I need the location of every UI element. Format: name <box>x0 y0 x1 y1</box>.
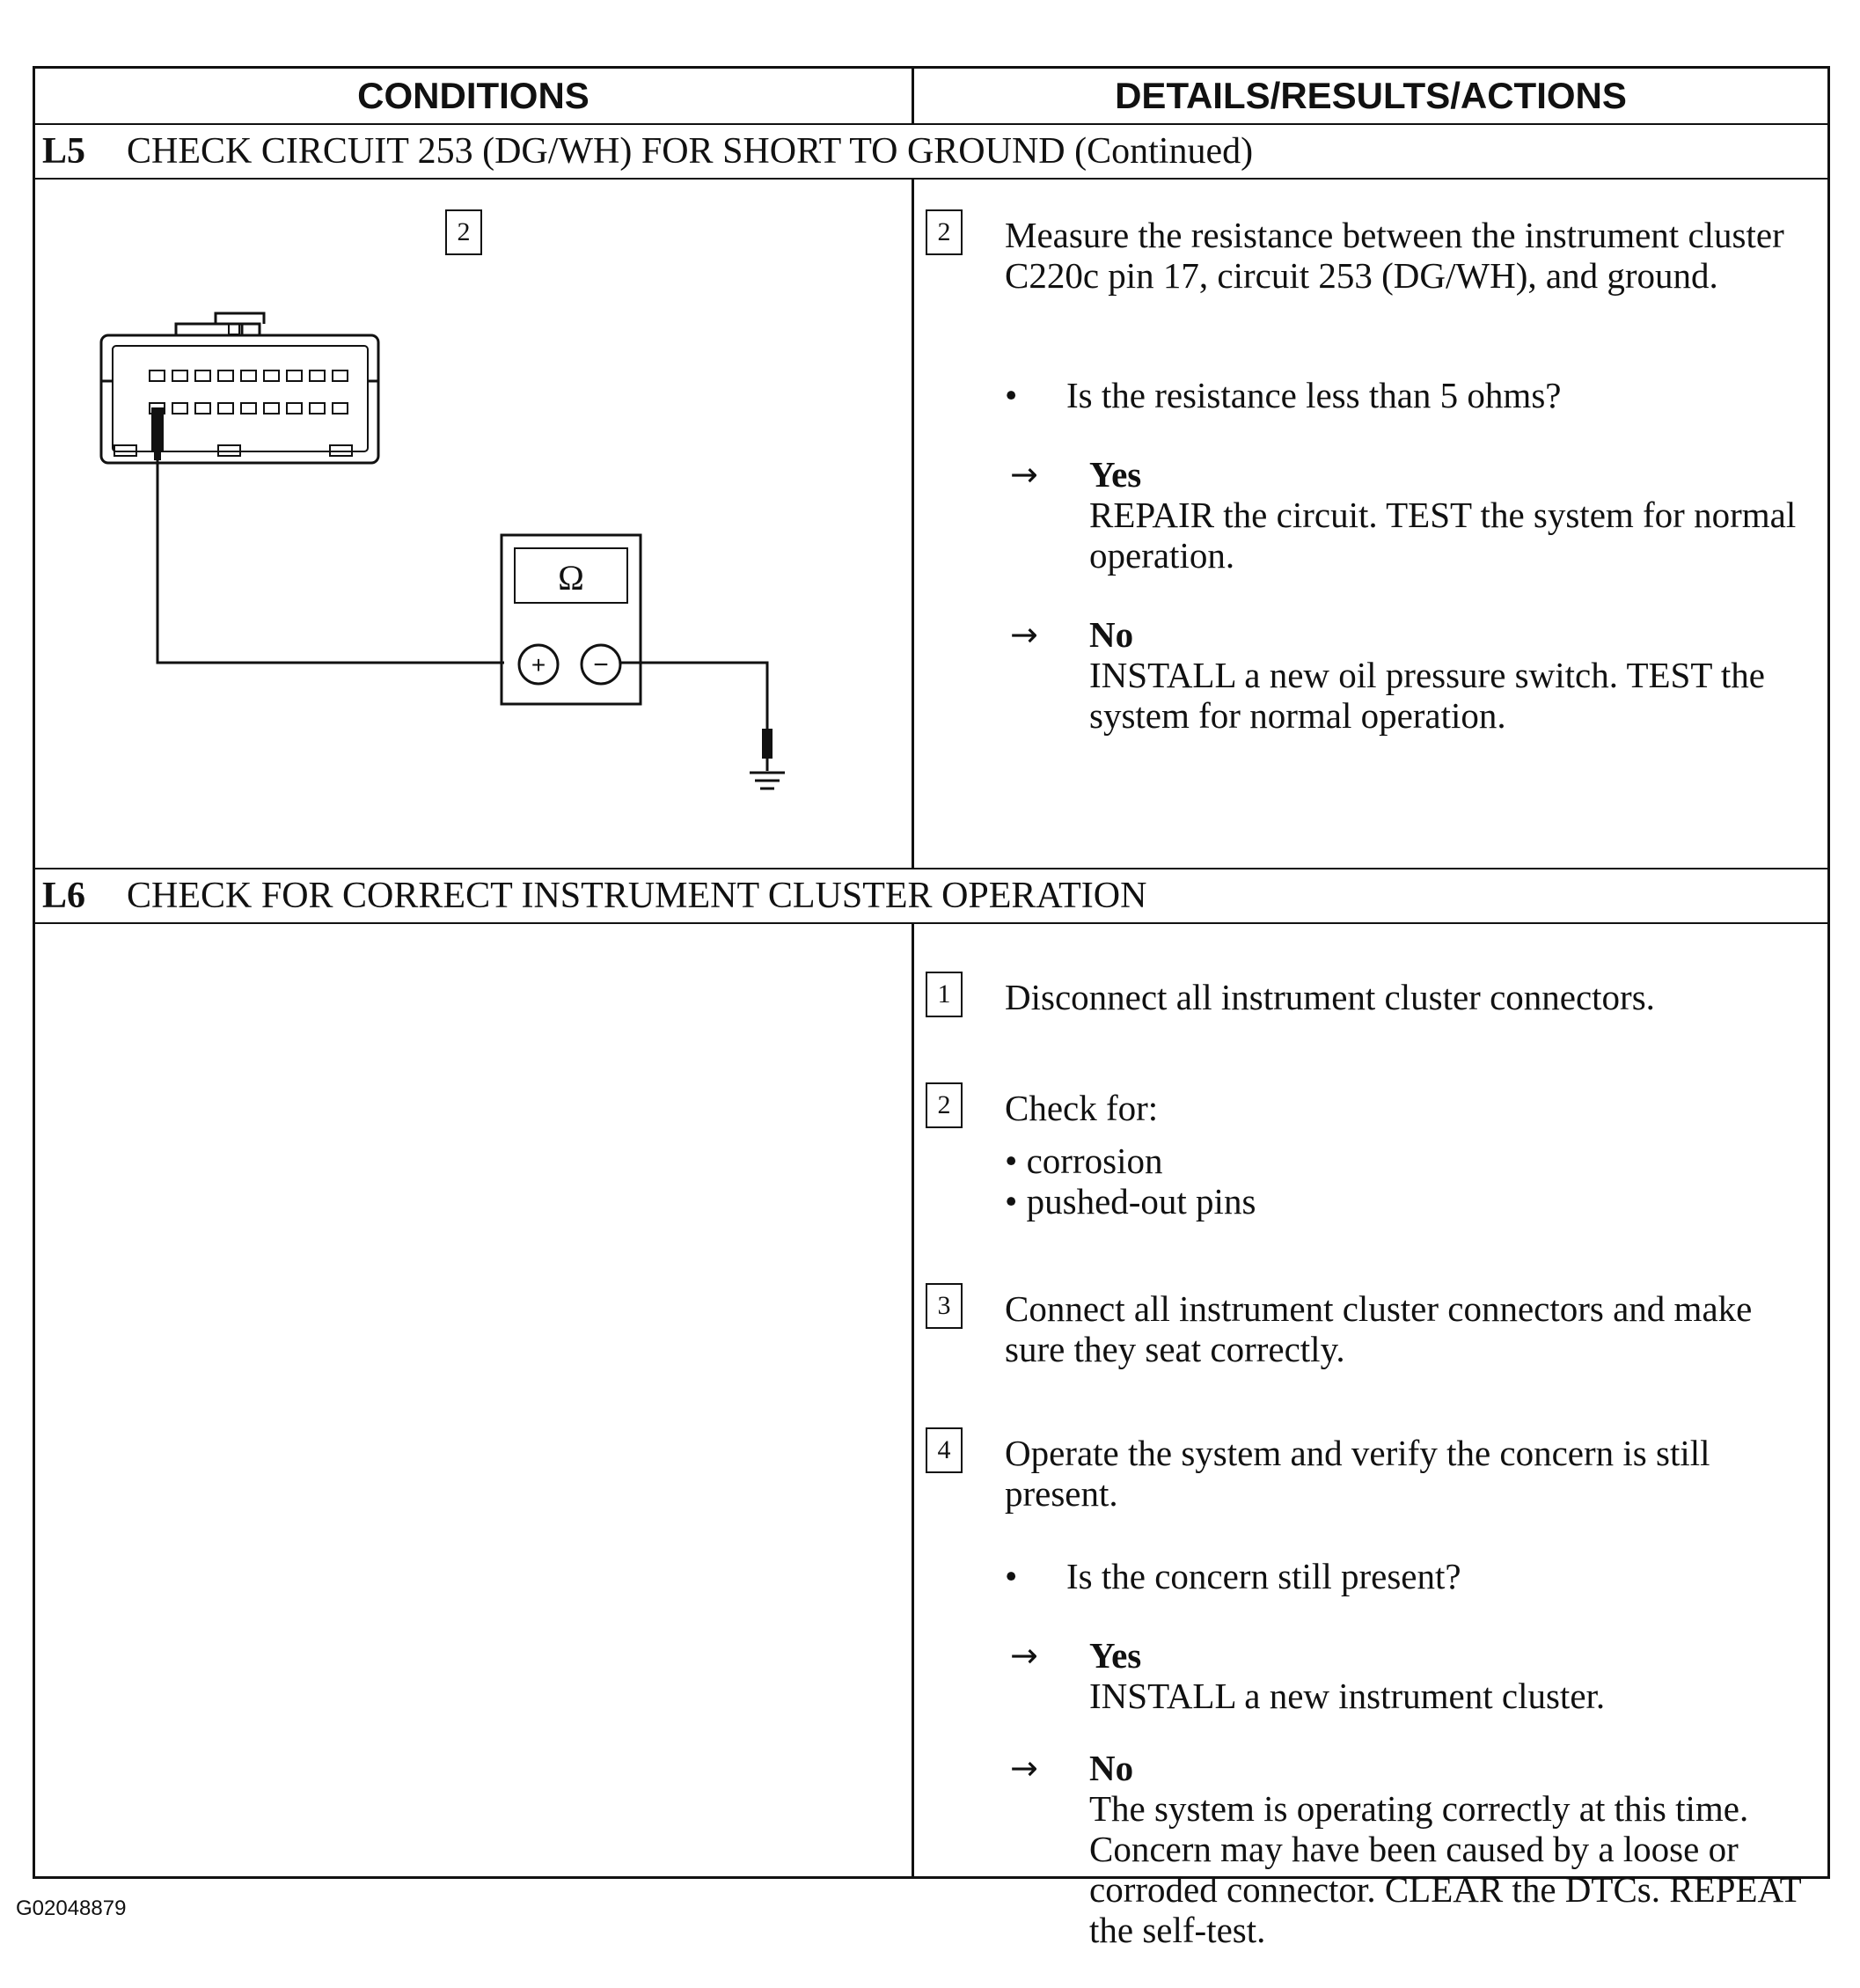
ground-probe-icon <box>762 729 773 771</box>
minus-terminal: − <box>593 650 609 679</box>
step-number-box: 1 <box>926 972 963 1017</box>
yes-action: REPAIR the circuit. TEST the system for normal operation. <box>1089 495 1797 576</box>
conditions-header: CONDITIONS <box>357 75 589 116</box>
step-text: Measure the resistance between the instrument cluster C220c pin 17, circuit 253 (DG/WH), and ground. <box>1005 215 1784 296</box>
figure-id: G02048879 <box>16 1896 127 1920</box>
list-item <box>1005 1141 1256 1181</box>
bullet-icon: • <box>1005 375 1018 415</box>
section-l5-code: L5 <box>42 131 86 172</box>
no-action: The system is operating correctly at this time. Concern may have been caused by a loose or corroded connector. CLEAR the DTCs. REPEAT the self-test. <box>1089 1788 1801 1950</box>
ground-icon <box>750 773 785 789</box>
step-text: Disconnect all instrument cluster connectors. <box>1005 977 1655 1017</box>
section-l5-title: CHECK CIRCUIT 253 (DG/WH) FOR SHORT TO GROUND (Continued) <box>127 131 1254 172</box>
divider <box>35 178 1830 180</box>
bullet-icon: • <box>1005 1181 1018 1221</box>
section-l6-code: L6 <box>42 876 86 916</box>
arrow-icon: → <box>1010 1749 1038 1787</box>
arrow-icon: → <box>1010 455 1038 494</box>
yes-answer <box>1089 454 1820 576</box>
column-divider <box>912 180 914 869</box>
list-item-text: corrosion <box>1026 1141 1163 1181</box>
step-number-box: 2 <box>926 1082 963 1128</box>
yes-answer <box>1089 1635 1820 1716</box>
section-l6-title-row <box>35 869 1830 922</box>
no-label: No <box>1089 614 1134 655</box>
step-number-box: 3 <box>926 1283 963 1329</box>
arrow-icon: → <box>1010 1636 1038 1675</box>
question-text: Is the concern still present? <box>1066 1556 1461 1596</box>
check-list <box>1005 1141 1256 1221</box>
no-answer <box>1089 1748 1811 1950</box>
figure-step-box: 2 <box>445 209 482 255</box>
plus-terminal: + <box>531 651 546 679</box>
no-action: INSTALL a new oil pressure switch. TEST the system for normal operation. <box>1089 655 1765 736</box>
ohmmeter-diagram <box>88 306 809 799</box>
yes-action: INSTALL a new instrument cluster. <box>1089 1676 1606 1716</box>
step-text: Check for: <box>1005 1088 1159 1128</box>
step-number-box: 4 <box>926 1427 963 1473</box>
ohm-symbol: Ω <box>558 558 584 598</box>
bullet-icon: • <box>1005 1141 1018 1181</box>
section-l5-title-row <box>35 125 1830 178</box>
list-item <box>1005 1181 1256 1221</box>
details-header: DETAILS/RESULTS/ACTIONS <box>1115 75 1627 116</box>
step-text: Connect all instrument cluster connectors and make sure they seat correctly. <box>1005 1288 1753 1369</box>
section-l6-title: CHECK FOR CORRECT INSTRUMENT CLUSTER OPERATION <box>127 876 1147 916</box>
column-divider <box>912 69 914 123</box>
yes-label: Yes <box>1089 1635 1142 1676</box>
no-answer <box>1089 614 1837 736</box>
connector-pins <box>150 370 348 414</box>
connector-icon <box>101 313 378 463</box>
yes-label: Yes <box>1089 454 1142 495</box>
step-number-box: 2 <box>926 209 963 255</box>
divider <box>35 922 1830 924</box>
step-text: Operate the system and verify the concern is still present. <box>1005 1433 1710 1514</box>
no-label: No <box>1089 1748 1134 1788</box>
column-divider <box>912 924 914 1879</box>
bullet-icon: • <box>1005 1556 1018 1596</box>
test-lead <box>157 460 504 663</box>
arrow-icon: → <box>1010 615 1038 654</box>
list-item-text: pushed-out pins <box>1026 1181 1256 1221</box>
ground-lead <box>620 663 767 729</box>
question-text: Is the resistance less than 5 ohms? <box>1066 375 1562 415</box>
